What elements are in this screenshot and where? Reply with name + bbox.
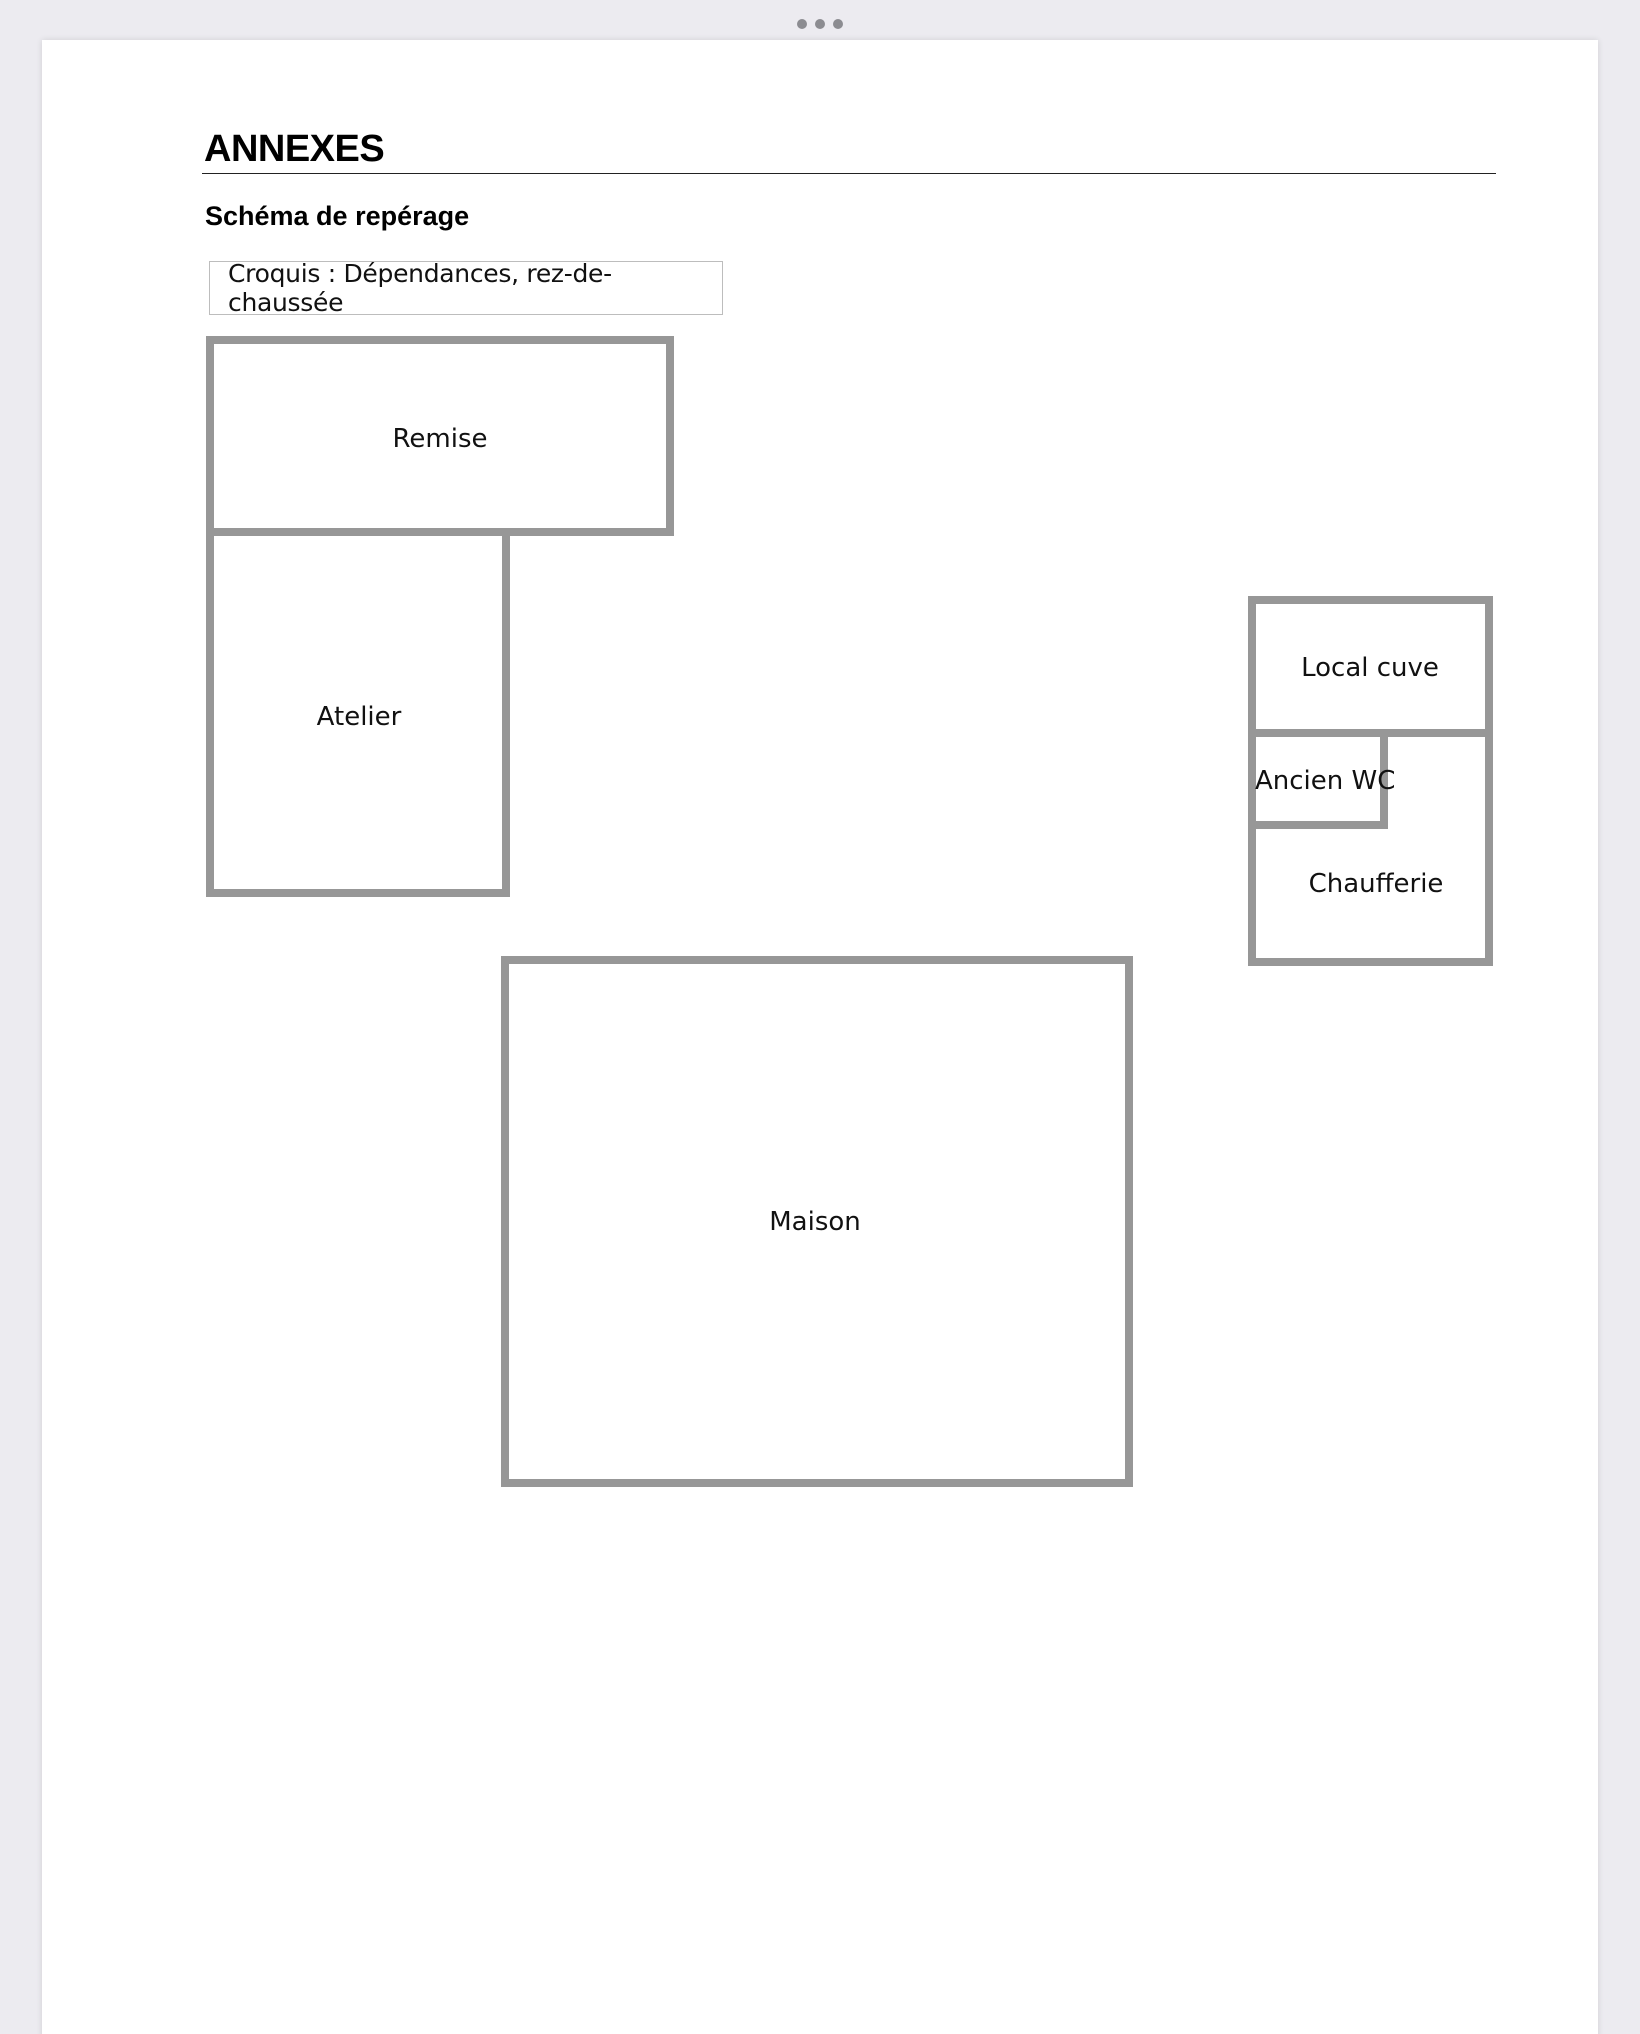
room-label-local-cuve: Local cuve	[1301, 653, 1439, 683]
room-label-atelier: Atelier	[316, 702, 402, 732]
page-title: ANNEXES	[204, 128, 385, 170]
section-title: Schéma de repérage	[205, 201, 470, 231]
room-label-ancien-wc: Ancien WC	[1255, 766, 1396, 796]
document-page	[42, 40, 1598, 2034]
sketch-caption-text: Croquis : Dépendances, rez-de-chaussée	[228, 259, 612, 317]
room-label-maison: Maison	[769, 1207, 861, 1237]
dot	[815, 19, 825, 29]
dot	[797, 19, 807, 29]
dot	[833, 19, 843, 29]
room-label-remise: Remise	[392, 424, 488, 454]
more-options-icon[interactable]	[797, 17, 843, 31]
floor-plan	[42, 40, 1598, 2034]
room-label-chaufferie: Chaufferie	[1308, 869, 1444, 899]
